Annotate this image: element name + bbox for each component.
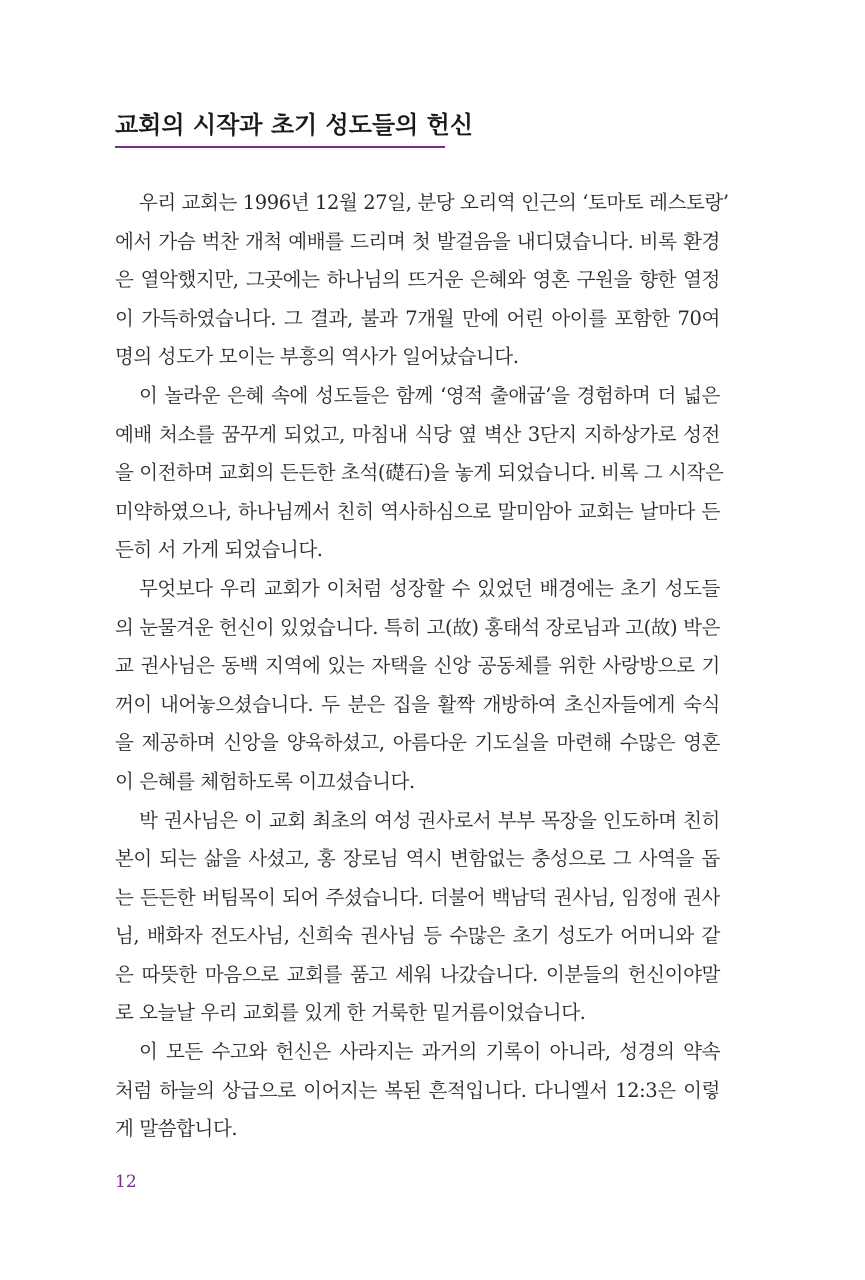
text-line: 무엇보다 우리 교회가 이처럼 성장할 수 있었던 배경에는 초기 성도들 bbox=[139, 576, 720, 600]
text-line: 박 권사님은 이 교회 최초의 여성 권사로서 부부 목장을 인도하며 친히 bbox=[139, 808, 720, 832]
text-line: 이 은혜를 체험하도록 이끄셨습니다. bbox=[115, 769, 415, 793]
text-line: 교 권사님은 동백 지역에 있는 자택을 신앙 공동체를 위한 사랑방으로 기 bbox=[115, 654, 720, 678]
text-line: 을 이전하며 교회의 든든한 초석(礎石)을 놓게 되었습니다. 비록 그 시작은 bbox=[115, 461, 724, 485]
body-text bbox=[115, 184, 729, 1149]
text-line: 이 모든 수고와 헌신은 사라지는 과거의 기록이 아니라, 성경의 약속 bbox=[139, 1040, 720, 1064]
text-line: 을 제공하며 신앙을 양육하셨고, 아름다운 기도실을 마련해 수많은 영혼 bbox=[115, 731, 720, 755]
text-line: 는 든든한 버팀목이 되어 주셨습니다. 더불어 백남덕 권사님, 임정애 권사 bbox=[115, 885, 720, 909]
text-line: 에서 가슴 벅찬 개척 예배를 드리며 첫 발걸음을 내디뎠습니다. 비록 환경 bbox=[115, 229, 720, 253]
text-line: 이 놀라운 은혜 속에 성도들은 함께 ‘영적 출애굽’을 경험하며 더 넓은 bbox=[139, 383, 720, 407]
text-line: 이 가득하였습니다. 그 결과, 불과 7개월 만에 어린 아이를 포함한 70여 bbox=[115, 306, 720, 330]
text-line: 꺼이 내어놓으셨습니다. 두 분은 집을 활짝 개방하여 초신자들에게 숙식 bbox=[115, 692, 720, 716]
text-line: 은 열악했지만, 그곳에는 하나님의 뜨거운 은혜와 영혼 구원을 향한 열정 bbox=[115, 268, 720, 292]
text-line: 미약하였으나, 하나님께서 친히 역사하심으로 말미암아 교회는 날마다 든 bbox=[115, 499, 720, 523]
text-line: 든히 서 가게 되었습니다. bbox=[115, 538, 323, 562]
text-line: 처럼 하늘의 상급으로 이어지는 복된 흔적입니다. 다니엘서 12:3은 이렇 bbox=[115, 1078, 720, 1102]
text-line: 명의 성도가 모이는 부흥의 역사가 일어났습니다. bbox=[115, 345, 519, 369]
page-number: 12 bbox=[115, 1172, 137, 1192]
text-line: 로 오늘날 우리 교회를 있게 한 거룩한 밑거름이었습니다. bbox=[115, 1001, 586, 1025]
text-line: 님, 배화자 전도사님, 신희숙 권사님 등 수많은 초기 성도가 어머니와 같 bbox=[115, 924, 720, 948]
text-line: 의 눈물겨운 헌신이 있었습니다. 특히 고(故) 홍태석 장로님과 고(故) 박은 bbox=[115, 615, 720, 639]
text-line: 본이 되는 삶을 사셨고, 홍 장로님 역시 변함없는 충성으로 그 사역을 돕 bbox=[115, 847, 720, 871]
section-heading: 교회의 시작과 초기 성도들의 헌신 bbox=[115, 108, 445, 148]
text-line: 예배 처소를 꿈꾸게 되었고, 마침내 식당 옆 벽산 3단지 지하상가로 성전 bbox=[115, 422, 720, 446]
text-line: 게 말씀합니다. bbox=[115, 1117, 238, 1141]
text-line: 우리 교회는 1996년 12월 27일, 분당 오리역 인근의 ‘토마토 레스토랑’ bbox=[139, 191, 729, 214]
text-line: 은 따뜻한 마음으로 교회를 품고 세워 나갔습니다. 이분들의 헌신이야말 bbox=[115, 962, 720, 986]
